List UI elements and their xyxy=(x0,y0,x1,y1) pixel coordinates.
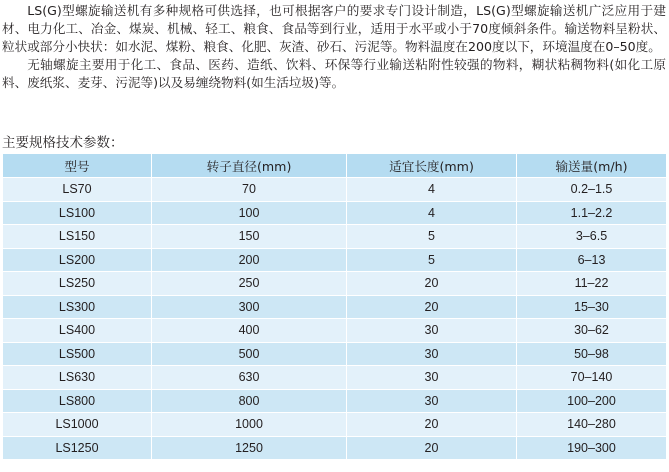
cell-rotor-diameter: 400 xyxy=(152,319,347,343)
table-row xyxy=(3,389,667,413)
table-row xyxy=(3,319,667,343)
cell-capacity: 6–13 xyxy=(517,248,667,272)
cell-rotor-diameter: 1000 xyxy=(152,413,347,437)
header-suitable-length: 适宜长度(mm) xyxy=(347,154,517,178)
cell-suitable-length: 20 xyxy=(347,413,517,437)
cell-rotor-diameter: 800 xyxy=(152,389,347,413)
cell-rotor-diameter: 630 xyxy=(152,366,347,390)
cell-suitable-length: 30 xyxy=(347,342,517,366)
header-model: 型号 xyxy=(3,154,152,178)
cell-suitable-length: 20 xyxy=(347,295,517,319)
cell-rotor-diameter: 70 xyxy=(152,178,347,202)
cell-model: LS800 xyxy=(3,389,152,413)
cell-model: LS70 xyxy=(3,178,152,202)
cell-capacity: 190–300 xyxy=(517,436,667,460)
cell-suitable-length: 30 xyxy=(347,389,517,413)
header-row xyxy=(3,154,667,178)
cell-rotor-diameter: 300 xyxy=(152,295,347,319)
cell-model: LS300 xyxy=(3,295,152,319)
intro-paragraph-2 xyxy=(2,56,666,92)
cell-capacity: 3–6.5 xyxy=(517,225,667,249)
cell-suitable-length: 30 xyxy=(347,319,517,343)
cell-capacity: 0.2–1.5 xyxy=(517,178,667,202)
cell-model: LS100 xyxy=(3,201,152,225)
cell-model: LS200 xyxy=(3,248,152,272)
intro-paragraph-1 xyxy=(2,2,666,56)
cell-model: LS1000 xyxy=(3,413,152,437)
table-row xyxy=(3,366,667,390)
cell-rotor-diameter: 150 xyxy=(152,225,347,249)
cell-rotor-diameter: 200 xyxy=(152,248,347,272)
cell-suitable-length: 5 xyxy=(347,248,517,272)
table-row xyxy=(3,413,667,437)
intro-text xyxy=(2,2,666,92)
header-capacity: 输送量(m/h) xyxy=(517,154,667,178)
cell-model: LS630 xyxy=(3,366,152,390)
table-row xyxy=(3,342,667,366)
spec-table-header xyxy=(3,154,667,178)
cell-suitable-length: 20 xyxy=(347,272,517,296)
cell-rotor-diameter: 500 xyxy=(152,342,347,366)
cell-suitable-length: 20 xyxy=(347,436,517,460)
intro-paragraph-2-text: 无轴螺旋主要用于化工、食品、医药、造纸、饮料、环保等行业输送粘附性较强的物料，糊状粘稠物料(如化工原料、废纸浆、麦芽、污泥等)以及易缠绕物料(如生活垃圾)等。 xyxy=(2,57,666,90)
table-row xyxy=(3,248,667,272)
cell-capacity: 1.1–2.2 xyxy=(517,201,667,225)
spec-table xyxy=(2,153,667,460)
spec-table-body xyxy=(3,178,667,460)
header-rotor-diameter: 转子直径(mm) xyxy=(152,154,347,178)
cell-model: LS500 xyxy=(3,342,152,366)
table-row xyxy=(3,225,667,249)
spec-section-title: 主要规格技术参数： xyxy=(2,135,124,151)
cell-rotor-diameter: 250 xyxy=(152,272,347,296)
cell-capacity: 50–98 xyxy=(517,342,667,366)
cell-capacity: 11–22 xyxy=(517,272,667,296)
cell-capacity: 30–62 xyxy=(517,319,667,343)
table-row xyxy=(3,295,667,319)
cell-model: LS250 xyxy=(3,272,152,296)
intro-paragraph-1-text: LS(G)型螺旋输送机有多种规格可供选择，也可根据客户的要求专门设计制造，LS(G)型螺旋输送机广泛应用于建材、电力化工、冶金、煤炭、机械、轻工、粮食、食品等到行业，适用于水平或小于70度倾斜条件。输送物料呈粉状、粒状或部分小快状：如水泥、煤粉、粮食、化肥、灰渣、砂石、污泥等。物料温度在200度以下，环境温度在0–50度。 xyxy=(2,3,666,54)
cell-capacity: 15–30 xyxy=(517,295,667,319)
cell-capacity: 70–140 xyxy=(517,366,667,390)
cell-model: LS400 xyxy=(3,319,152,343)
cell-capacity: 100–200 xyxy=(517,389,667,413)
cell-suitable-length: 5 xyxy=(347,225,517,249)
table-row xyxy=(3,178,667,202)
cell-suitable-length: 4 xyxy=(347,201,517,225)
cell-rotor-diameter: 100 xyxy=(152,201,347,225)
cell-capacity: 140–280 xyxy=(517,413,667,437)
table-row xyxy=(3,272,667,296)
table-row xyxy=(3,436,667,460)
cell-model: LS1250 xyxy=(3,436,152,460)
cell-suitable-length: 4 xyxy=(347,178,517,202)
table-row xyxy=(3,201,667,225)
cell-model: LS150 xyxy=(3,225,152,249)
cell-rotor-diameter: 1250 xyxy=(152,436,347,460)
cell-suitable-length: 30 xyxy=(347,366,517,390)
